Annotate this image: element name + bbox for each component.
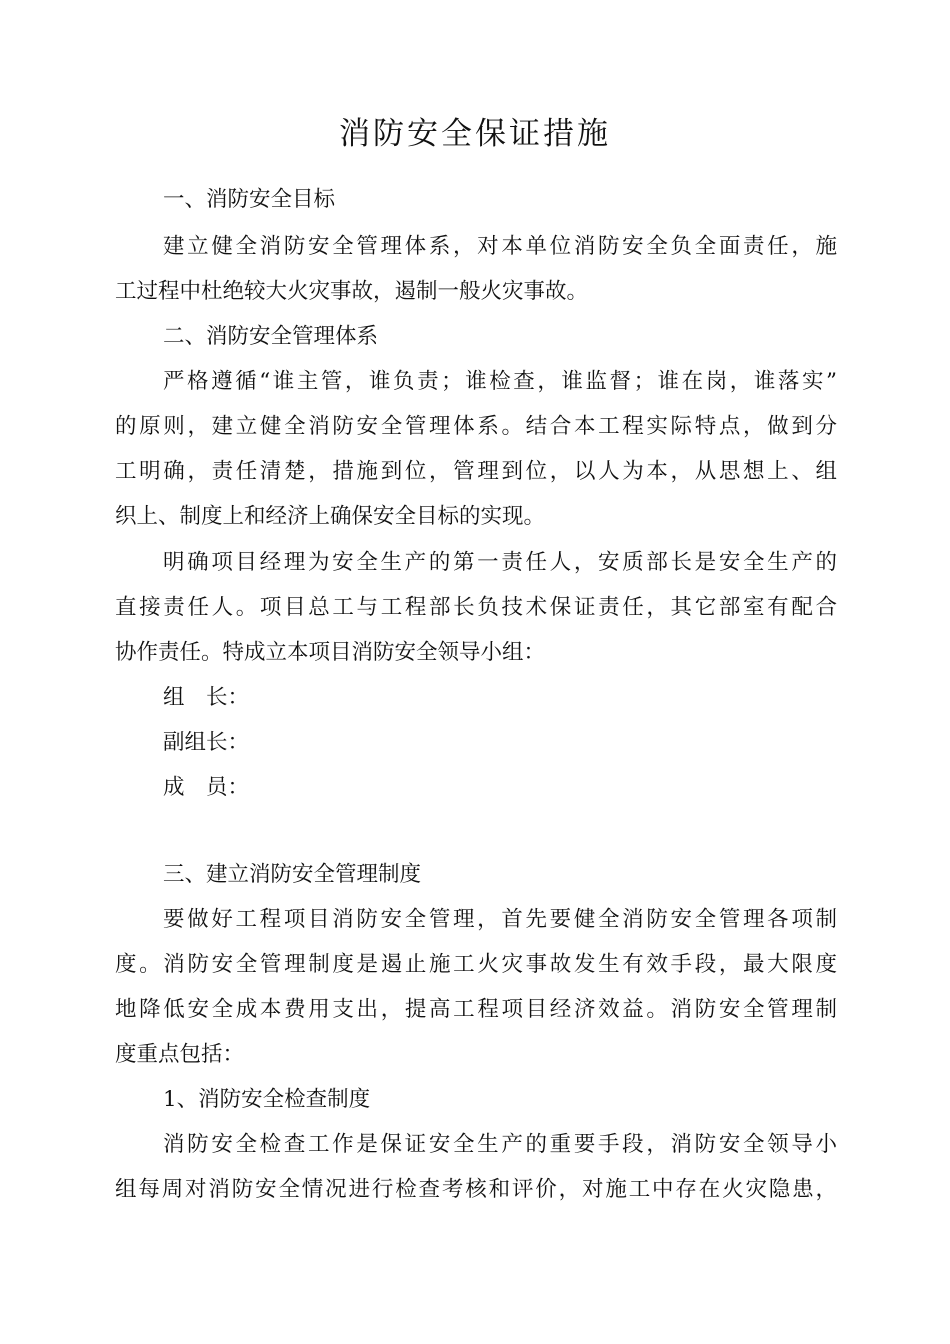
paragraph-line: 织上、制度上和经济上确保安全目标的实现。 bbox=[115, 504, 546, 529]
paragraph-line: 明确项目经理为安全生产的第一责任人，安质部长是安全生产的 bbox=[163, 550, 837, 575]
section-heading-3: 三、建立消防安全管理制度 bbox=[163, 862, 422, 887]
paragraph-line: 的原则，建立健全消防安全管理体系。结合本工程实际特点，做到分 bbox=[115, 414, 837, 439]
deputy-leader-field: 副组长： bbox=[163, 730, 250, 755]
paragraph-line: 建立健全消防安全管理体系，对本单位消防安全负全面责任，施 bbox=[163, 234, 837, 259]
paragraph-line: 组每周对消防安全情况进行检查考核和评价，对施工中存在火灾隐患， bbox=[115, 1177, 837, 1202]
paragraph-line: 消防安全检查工作是保证安全生产的重要手段，消防安全领导小 bbox=[163, 1132, 837, 1157]
paragraph-line: 工过程中杜绝较大火灾事故，遏制一般火灾事故。 bbox=[115, 279, 589, 304]
subsection-heading-1: 1、消防安全检查制度 bbox=[163, 1087, 371, 1112]
leader-field: 组 长： bbox=[163, 685, 250, 710]
paragraph-line: 度重点包括： bbox=[115, 1042, 245, 1067]
members-field: 成 员： bbox=[163, 775, 250, 800]
section-heading-2: 二、消防安全管理体系 bbox=[163, 324, 379, 349]
paragraph-line: 工明确，责任清楚，措施到位，管理到位，以人为本，从思想上、组 bbox=[115, 459, 837, 484]
paragraph-line: 地降低安全成本费用支出，提高工程项目经济效益。消防安全管理制 bbox=[115, 997, 837, 1022]
paragraph-line: 严格遵循“谁主管，谁负责；谁检查，谁监督；谁在岗，谁落实” bbox=[163, 369, 837, 394]
section-heading-1: 一、消防安全目标 bbox=[163, 187, 336, 212]
paragraph-line: 协作责任。特成立本项目消防安全领导小组： bbox=[115, 640, 546, 665]
paragraph-line: 直接责任人。项目总工与工程部长负技术保证责任，其它部室有配合 bbox=[115, 595, 837, 620]
paragraph-line: 度。消防安全管理制度是遏止施工火灾事故发生有效手段，最大限度 bbox=[115, 952, 837, 977]
document-title: 消防安全保证措施 bbox=[339, 116, 611, 152]
paragraph-line: 要做好工程项目消防安全管理，首先要健全消防安全管理各项制 bbox=[163, 907, 837, 932]
